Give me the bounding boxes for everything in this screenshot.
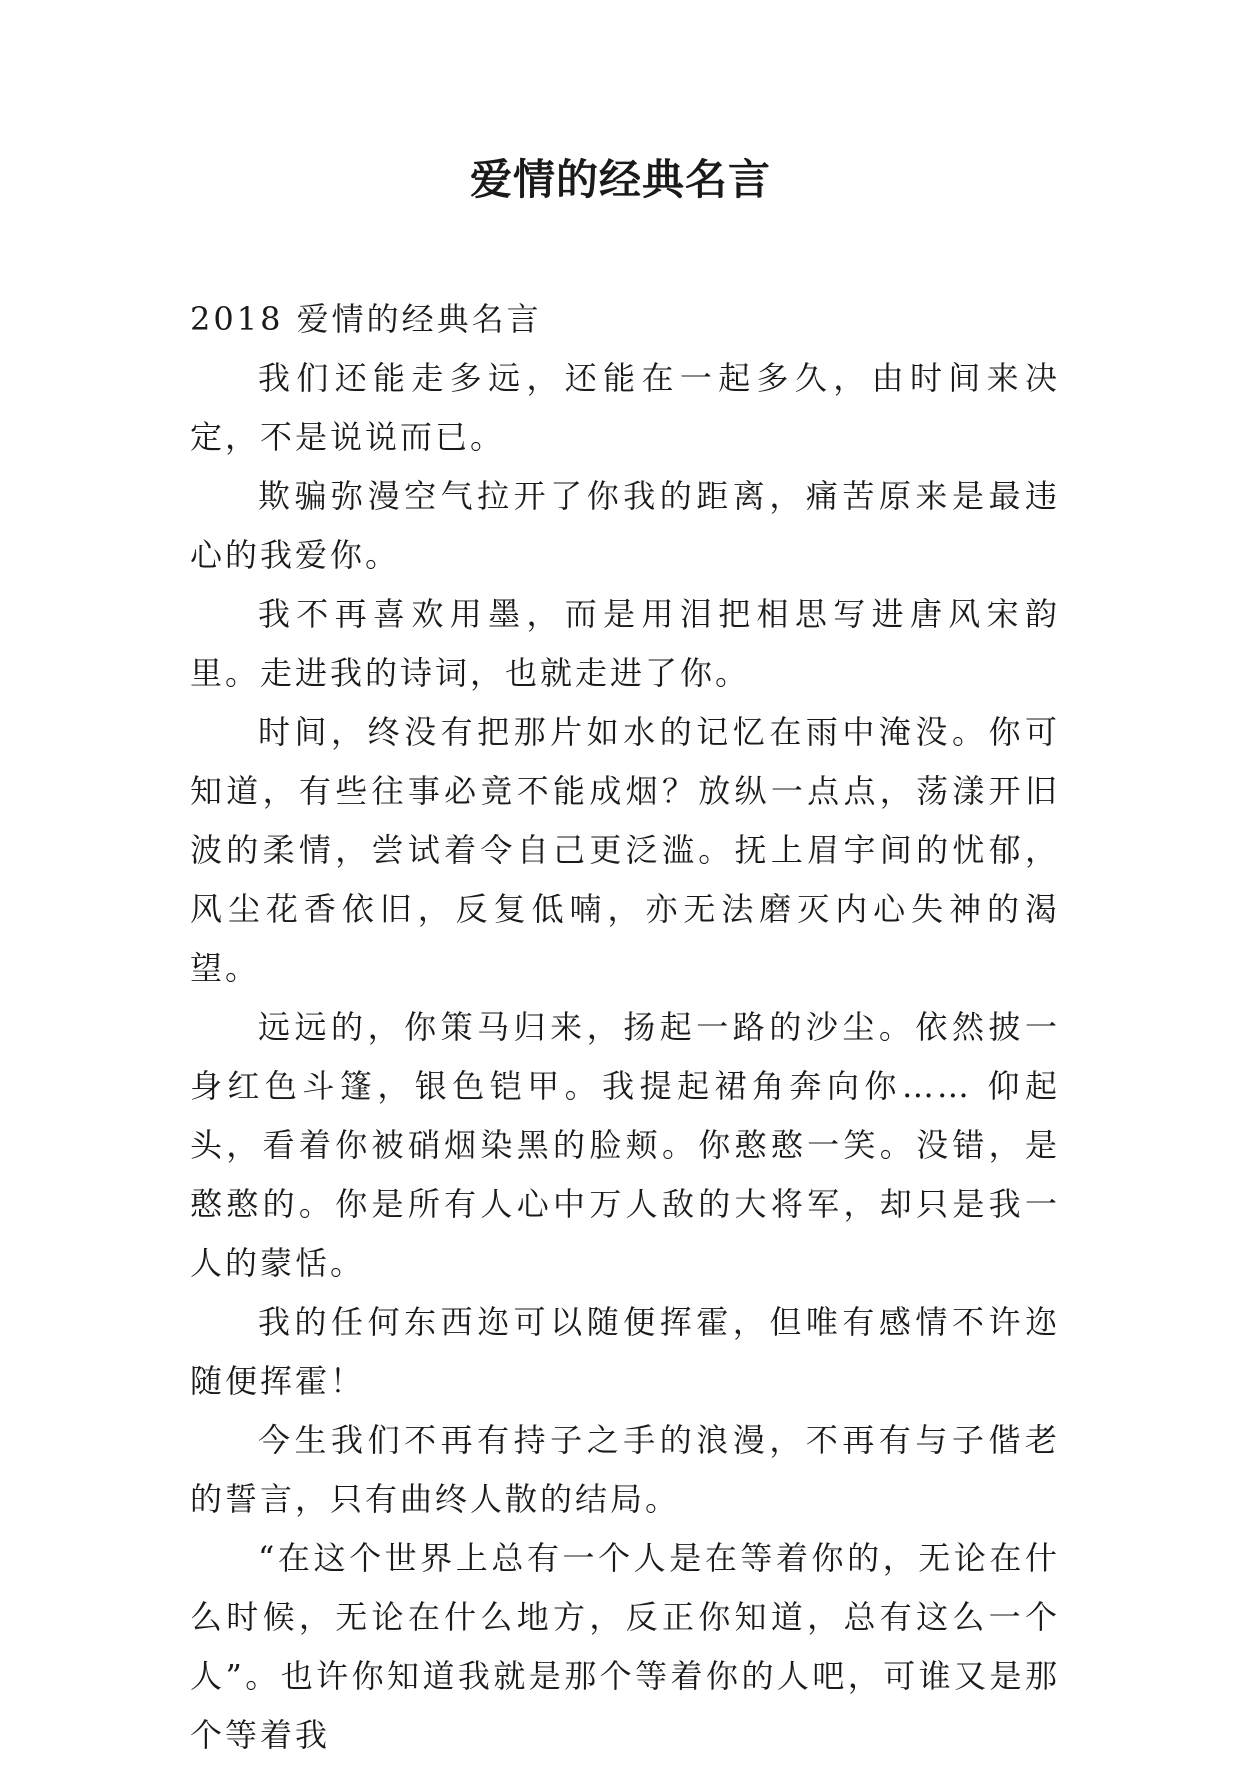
- paragraph: 我不再喜欢用墨，而是用泪把相思写进唐风宋韵里。走进我的诗词，也就走进了你。: [190, 595, 1060, 692]
- paragraph: 时间，终没有把那片如水的记忆在雨中淹没。你可知道，有些往事必竟不能成烟？放纵一点点，荡漾开旧波的柔情，尝试着令自己更泛滥。抚上眉宇间的忧郁，风尘花香依旧，反复低喃，亦无法磨灭内心失神的渴望。: [190, 713, 1060, 987]
- document-title: 爱情的经典名言: [469, 155, 771, 204]
- paragraph: 欺骗弥漫空气拉开了你我的距离，痛苦原来是最违心的我爱你。: [190, 477, 1060, 574]
- paragraph: 远远的，你策马归来，扬起一路的沙尘。依然披一身红色斗篷，银色铠甲。我提起裙角奔向你…… 仰起头，看着你被硝烟染黑的脸颊。你憨憨一笑。没错，是憨憨的。你是所有人心中万人敌的大将军，却只是我一人的蒙恬。: [190, 1008, 1060, 1282]
- paragraph: “在这个世界上总有一个人是在等着你的，无论在什么时候，无论在什么地方，反正你知道，总有这么一个人”。也许你知道我就是那个等着你的人吧，可谁又是那个等着我: [190, 1539, 1060, 1754]
- paragraph: 我们还能走多远，还能在一起多久，由时间来决定，不是说说而已。: [190, 359, 1060, 456]
- document-body: [190, 290, 1060, 1765]
- paragraph: 今生我们不再有持子之手的浪漫，不再有与子偕老的誓言，只有曲终人散的结局。: [190, 1421, 1060, 1518]
- document-subtitle: 2018 爱情的经典名言: [190, 300, 542, 338]
- paragraph: 我的任何东西迩可以随便挥霍，但唯有感情不许迩随便挥霍！: [190, 1303, 1060, 1400]
